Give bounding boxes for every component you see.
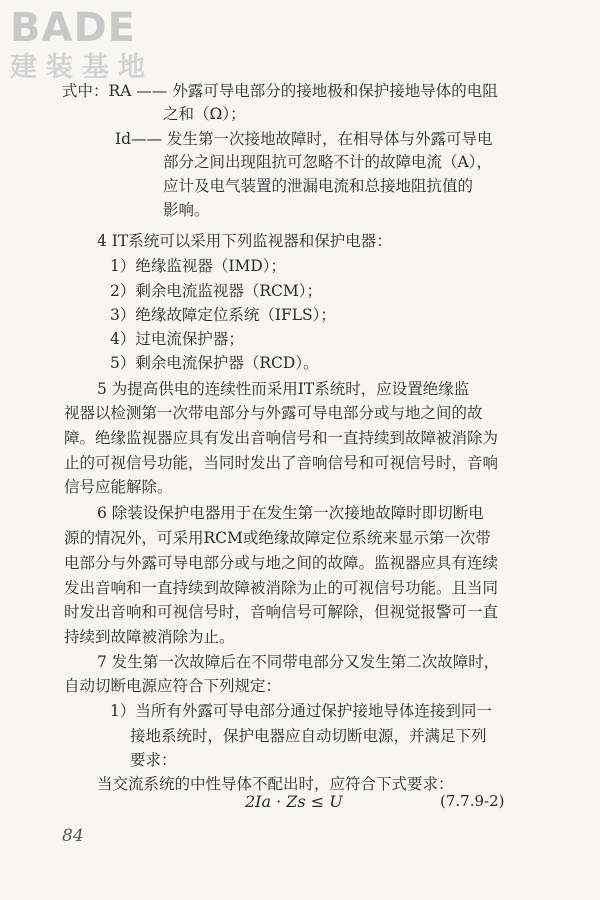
text-line: 7 发生第一次故障后在不同带电部分又发生第二次故障时， xyxy=(97,653,500,671)
text-line: 障。绝缘监视器应具有发出音响信号和一直持续到故障被消除为 xyxy=(64,429,499,447)
list-item: 4）过电流保护器； xyxy=(110,330,244,348)
text-line: 时发出音响和可视信号时，音响信号可解除，但视觉报警可一直 xyxy=(64,603,499,621)
text-line: 源的情况外，可采用RCM或绝缘故障定位系统来显示第一次带 xyxy=(64,529,491,547)
text-line: 信号应能解除。 xyxy=(64,478,173,496)
text-line: 电部分与外露可导电部分或与地之间的故障。监视器应具有连续 xyxy=(64,554,499,572)
list-item: 1）当所有外露可导电部分通过保护接地导体连接到同一 xyxy=(110,702,492,720)
page-number: 84 xyxy=(62,826,84,846)
text-line: 要求： xyxy=(130,751,177,769)
text-line: 接地系统时，保护电器应自动切断电源，并满足下列 xyxy=(130,727,487,745)
text-line: 5 为提高供电的连续性而采用IT系统时，应设置绝缘监 xyxy=(97,380,470,398)
text-line: 4 IT系统可以采用下列监视器和保护电器： xyxy=(97,232,392,250)
text-line: 发出音响和一直持续到故障被消除为止的可视信号功能。且当同 xyxy=(64,579,499,597)
list-item: 2）剩余电流监视器（RCM）； xyxy=(110,282,323,300)
text-line: 部分之间出现阻抗可忽略不计的故障电流（A）， xyxy=(163,153,492,171)
list-item: 1）绝缘监视器（IMD）； xyxy=(110,257,287,275)
text-line: 之和（Ω）； xyxy=(163,105,246,123)
equation-number: (7.7.9-2) xyxy=(440,792,505,810)
logo-text-en: BADE xyxy=(10,5,136,51)
bade-logo xyxy=(10,6,185,84)
text-line: 自动切断电源应符合下列规定： xyxy=(64,677,282,695)
text-line: 式中：RA —— 外露可导电部分的接地极和保护接地导体的电阻 xyxy=(62,82,498,100)
text-line: Id—— 发生第一次接地故障时，在相导体与外露可导电 xyxy=(115,130,493,148)
text-line: 6 除装设保护电器用于在发生第一次接地故障时即切断电 xyxy=(97,504,484,522)
list-item: 3）绝缘故障定位系统（IFLS）； xyxy=(110,306,336,324)
text-line: 止的可视信号功能，当同时发出了音响信号和可视信号时，音响 xyxy=(64,454,499,472)
text-line: 影响。 xyxy=(163,201,210,219)
text-line: 应计及电气装置的泄漏电流和总接地阻抗值的 xyxy=(163,177,474,195)
text-line: 当交流系统的中性导体不配出时，应符合下式要求： xyxy=(97,775,454,793)
formula: 2Ia · Zs ≤ U xyxy=(245,792,343,811)
list-item: 5）剩余电流保护器（RCD）。 xyxy=(110,354,319,372)
text-line: 视器以检测第一次带电部分与外露可导电部分或与地之间的故 xyxy=(64,404,483,422)
text-line: 持续到故障被消除为止。 xyxy=(64,628,235,646)
logo-text-zh: 建装基地 xyxy=(10,52,154,83)
